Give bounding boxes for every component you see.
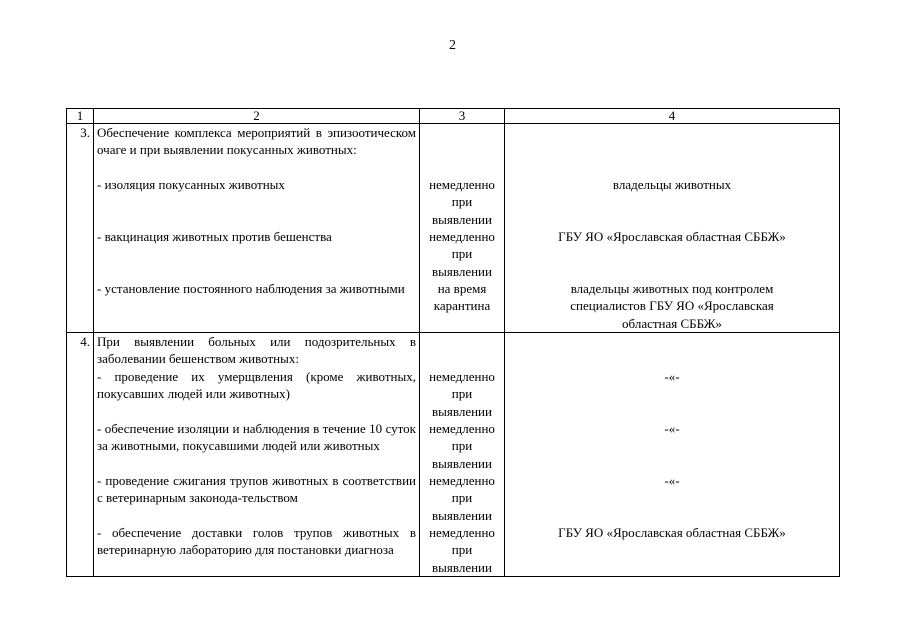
header-col-4: 4 [505,109,840,124]
measures-table [66,108,840,577]
measure-item: - изоляция покусанных животных [97,177,285,192]
responsible-value: -«- [664,369,680,384]
term-value: немедленно при выявлении [429,177,495,227]
measure-item: - вакцинация животных против бешенства [97,229,332,244]
header-col-2: 2 [94,109,420,124]
term-value: немедленно при выявлении [429,525,495,575]
page-number: 2 [449,38,456,53]
responsible-value: -«- [664,421,680,436]
term-value: на время карантина [433,281,491,314]
measure-description [94,124,420,333]
responsible-cell [505,333,840,577]
responsible-value: владельцы животных под контролем специалистов ГБУ ЯО «Ярославская областная СББЖ» [570,281,774,331]
measure-item: - проведение их умерщвления (кроме животных, покусавших людей или животных) [97,369,416,402]
measure-item: - обеспечение доставки голов трупов животных в ветеринарную лабораторию для постановки диагноза [97,525,416,558]
row-number: 3. [67,124,94,333]
responsible-value: владельцы животных [612,177,732,192]
row-number: 4. [67,333,94,577]
header-col-3: 3 [420,109,505,124]
measure-description [94,333,420,577]
term-cell [420,333,505,577]
table-row [67,333,840,577]
table-row [67,124,840,333]
row-intro: Обеспечение комплекса мероприятий в эпизоотическом очаге и при выявлении покусанных животных: [97,125,416,158]
term-value: немедленно при выявлении [429,421,495,471]
header-col-1: 1 [67,109,94,124]
term-cell [420,124,505,333]
table-header-row [67,109,840,124]
responsible-value: -«- [664,473,680,488]
row-intro: При выявлении больных или подозрительных в заболевании бешенством животных: [97,334,416,367]
responsible-value: ГБУ ЯО «Ярославская областная СББЖ» [558,229,786,244]
responsible-value: ГБУ ЯО «Ярославская областная СББЖ» [558,525,786,540]
term-value: немедленно при выявлении [429,473,495,523]
measure-item: - установление постоянного наблюдения за животными [97,281,405,296]
term-value: немедленно при выявлении [429,229,495,279]
responsible-cell [505,124,840,333]
term-value: немедленно при выявлении [429,369,495,419]
measure-item: - обеспечение изоляции и наблюдения в течение 10 суток за животными, покусавшими людей или животных [97,421,416,454]
measure-item: - проведение сжигания трупов животных в соответствии с ветеринарным законода-тельством [97,473,416,506]
